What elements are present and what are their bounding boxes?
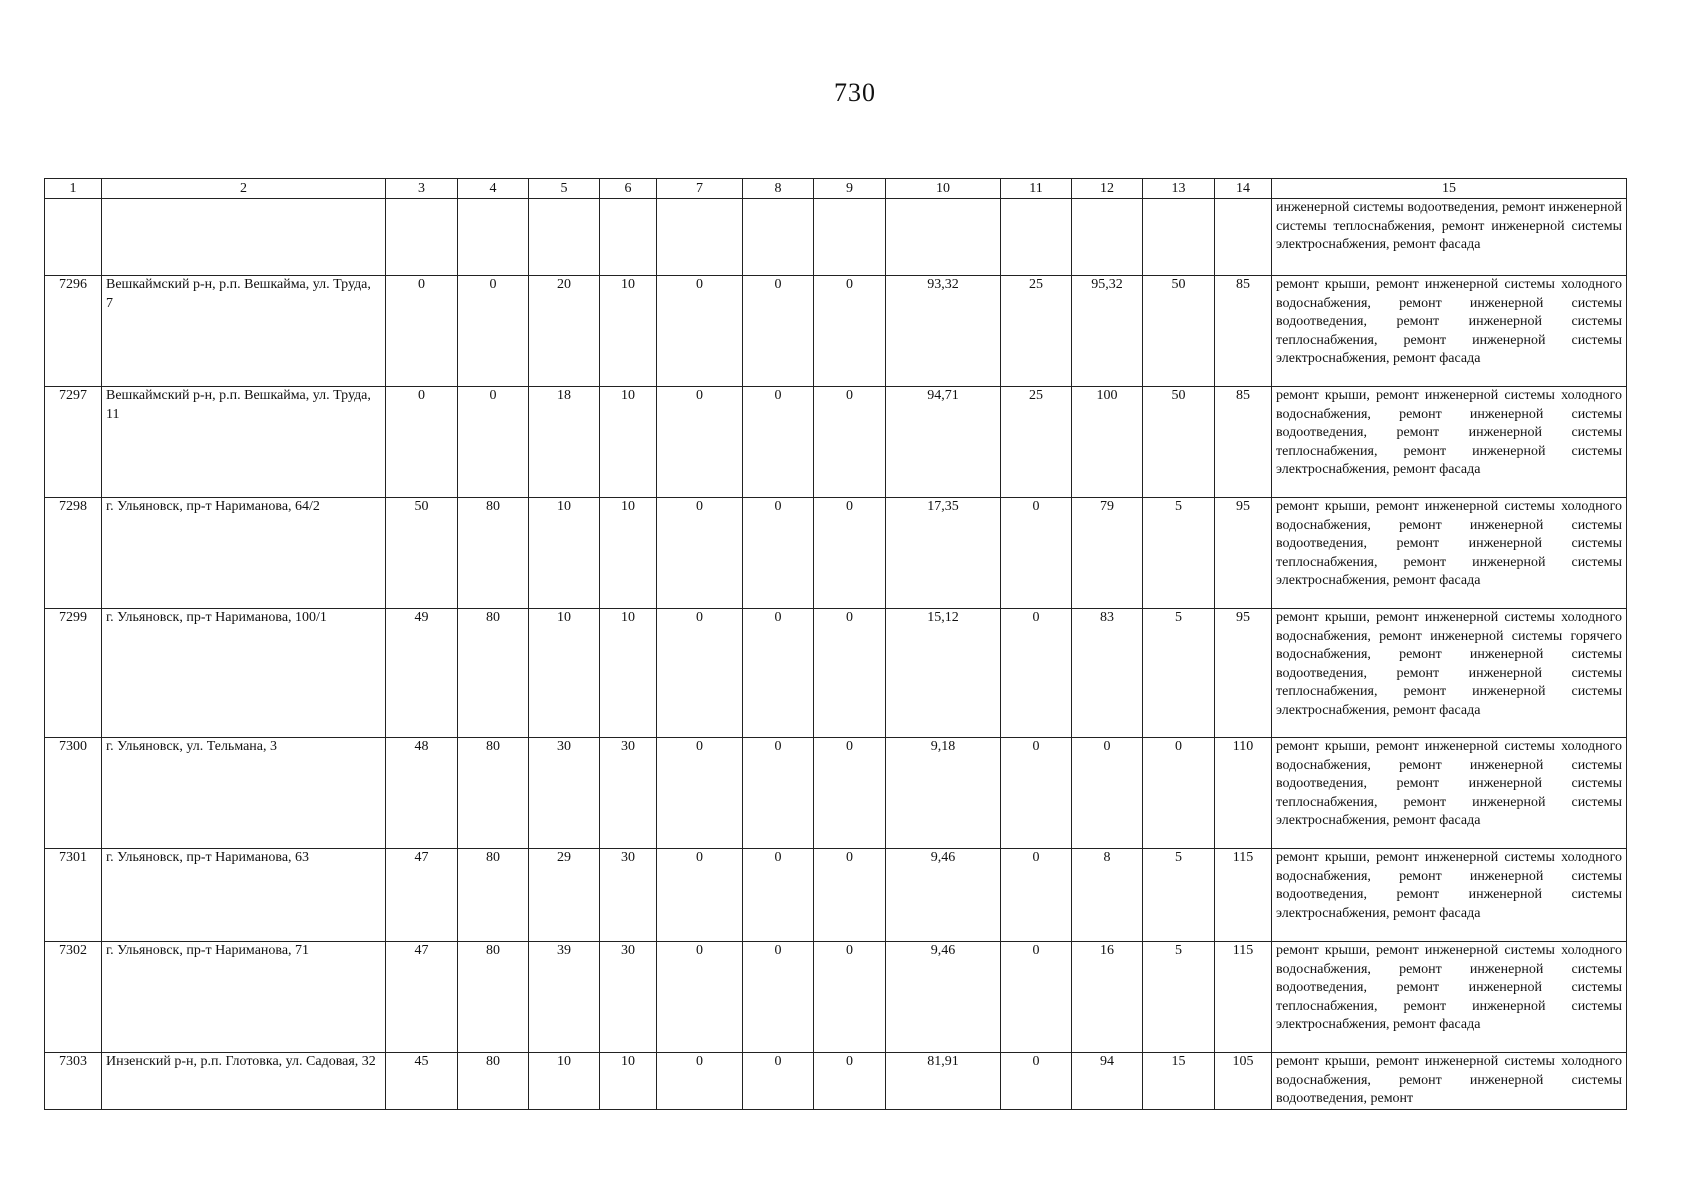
address-cell: г. Ульяновск, ул. Тельмана, 3 bbox=[102, 738, 386, 849]
value-cell: 0 bbox=[814, 942, 886, 1053]
row-id: 7301 bbox=[45, 849, 102, 942]
column-header: 14 bbox=[1215, 179, 1272, 199]
value-cell: 0 bbox=[657, 849, 743, 942]
table-row bbox=[45, 738, 1627, 849]
column-header: 1 bbox=[45, 179, 102, 199]
value-cell: 30 bbox=[600, 942, 657, 1053]
value-cell: 0 bbox=[657, 942, 743, 1053]
value-cell: 0 bbox=[814, 1053, 886, 1110]
value-cell: 0 bbox=[657, 609, 743, 738]
value-cell: 10 bbox=[600, 609, 657, 738]
column-header: 15 bbox=[1272, 179, 1627, 199]
value-cell: 45 bbox=[386, 1053, 458, 1110]
value-cell: 48 bbox=[386, 738, 458, 849]
value-cell: 9,46 bbox=[886, 849, 1001, 942]
value-cell: 25 bbox=[1001, 276, 1072, 387]
value-cell: 0 bbox=[1001, 849, 1072, 942]
value-cell: 81,91 bbox=[886, 1053, 1001, 1110]
table-row bbox=[45, 387, 1627, 498]
address-cell: г. Ульяновск, пр-т Нариманова, 63 bbox=[102, 849, 386, 942]
value-cell: 80 bbox=[458, 1053, 529, 1110]
value-cell: 5 bbox=[1143, 498, 1215, 609]
value-cell: 10 bbox=[600, 387, 657, 498]
value-cell: 10 bbox=[529, 1053, 600, 1110]
works-cell: ремонт крыши, ремонт инженерной системы холодного водоснабжения, ремонт инженерной системы водоотведения, ремонт инженерной системы теплоснабжения, ремонт инженерной системы электроснабжения, ремонт фасада bbox=[1272, 387, 1627, 498]
value-cell: 15 bbox=[1143, 1053, 1215, 1110]
works-cell: ремонт крыши, ремонт инженерной системы холодного водоснабжения, ремонт инженерной системы горячего водоснабжения, ремонт инженерной системы водоотведения, ремонт инженерной системы теплоснабжения, ремонт инженерной системы электроснабжения, ремонт фасада bbox=[1272, 609, 1627, 738]
value-cell: 10 bbox=[600, 276, 657, 387]
works-cell: инженерной системы водоотведения, ремонт инженерной системы теплоснабжения, ремонт инженерной системы электроснабжения, ремонт фасада bbox=[1272, 199, 1627, 276]
value-cell: 83 bbox=[1072, 609, 1143, 738]
value-cell: 0 bbox=[1001, 498, 1072, 609]
row-id: 7302 bbox=[45, 942, 102, 1053]
value-cell: 0 bbox=[657, 276, 743, 387]
value-cell: 47 bbox=[386, 942, 458, 1053]
value-cell: 49 bbox=[386, 609, 458, 738]
value-cell: 30 bbox=[600, 738, 657, 849]
column-header: 12 bbox=[1072, 179, 1143, 199]
value-cell: 0 bbox=[814, 498, 886, 609]
value-cell: 10 bbox=[600, 1053, 657, 1110]
works-cell: ремонт крыши, ремонт инженерной системы холодного водоснабжения, ремонт инженерной системы водоотведения, ремонт инженерной системы теплоснабжения, ремонт инженерной системы электроснабжения, ремонт фасада bbox=[1272, 738, 1627, 849]
value-cell: 80 bbox=[458, 849, 529, 942]
value-cell: 0 bbox=[1143, 738, 1215, 849]
value-cell: 0 bbox=[458, 387, 529, 498]
value-cell: 50 bbox=[1143, 387, 1215, 498]
value-cell: 105 bbox=[1215, 1053, 1272, 1110]
value-cell: 115 bbox=[1215, 942, 1272, 1053]
column-header: 9 bbox=[814, 179, 886, 199]
value-cell: 30 bbox=[529, 738, 600, 849]
row-id: 7298 bbox=[45, 498, 102, 609]
column-header: 2 bbox=[102, 179, 386, 199]
value-cell: 0 bbox=[1001, 609, 1072, 738]
value-cell: 0 bbox=[743, 498, 814, 609]
continuation-row bbox=[45, 199, 1627, 276]
value-cell: 0 bbox=[814, 387, 886, 498]
value-cell: 0 bbox=[657, 1053, 743, 1110]
value-cell: 94 bbox=[1072, 1053, 1143, 1110]
value-cell: 0 bbox=[743, 1053, 814, 1110]
value-cell: 0 bbox=[743, 942, 814, 1053]
value-cell: 115 bbox=[1215, 849, 1272, 942]
table-row bbox=[45, 849, 1627, 942]
value-cell: 0 bbox=[386, 387, 458, 498]
value-cell: 39 bbox=[529, 942, 600, 1053]
works-cell: ремонт крыши, ремонт инженерной системы холодного водоснабжения, ремонт инженерной системы водоотведения, ремонт инженерной системы электроснабжения, ремонт фасада bbox=[1272, 849, 1627, 942]
address-cell: г. Ульяновск, пр-т Нариманова, 71 bbox=[102, 942, 386, 1053]
value-cell: 0 bbox=[814, 738, 886, 849]
value-cell: 0 bbox=[814, 609, 886, 738]
value-cell: 9,18 bbox=[886, 738, 1001, 849]
value-cell: 79 bbox=[1072, 498, 1143, 609]
value-cell: 80 bbox=[458, 738, 529, 849]
value-cell: 25 bbox=[1001, 387, 1072, 498]
table-row bbox=[45, 609, 1627, 738]
value-cell: 50 bbox=[1143, 276, 1215, 387]
row-id: 7296 bbox=[45, 276, 102, 387]
row-id: 7300 bbox=[45, 738, 102, 849]
value-cell: 0 bbox=[1072, 738, 1143, 849]
value-cell: 30 bbox=[600, 849, 657, 942]
value-cell: 0 bbox=[1001, 1053, 1072, 1110]
table-row bbox=[45, 1053, 1627, 1110]
works-cell: ремонт крыши, ремонт инженерной системы холодного водоснабжения, ремонт инженерной системы водоотведения, ремонт инженерной системы теплоснабжения, ремонт инженерной системы электроснабжения, ремонт фасада bbox=[1272, 942, 1627, 1053]
page-number: 730 bbox=[834, 78, 876, 107]
value-cell: 0 bbox=[743, 609, 814, 738]
column-header: 3 bbox=[386, 179, 458, 199]
value-cell: 0 bbox=[386, 276, 458, 387]
address-cell: Инзенский р-н, р.п. Глотовка, ул. Садовая, 32 bbox=[102, 1053, 386, 1110]
value-cell: 47 bbox=[386, 849, 458, 942]
value-cell: 85 bbox=[1215, 276, 1272, 387]
value-cell: 0 bbox=[743, 738, 814, 849]
value-cell: 8 bbox=[1072, 849, 1143, 942]
value-cell: 95 bbox=[1215, 609, 1272, 738]
value-cell: 18 bbox=[529, 387, 600, 498]
value-cell: 80 bbox=[458, 498, 529, 609]
column-header: 6 bbox=[600, 179, 657, 199]
column-header: 10 bbox=[886, 179, 1001, 199]
value-cell: 100 bbox=[1072, 387, 1143, 498]
value-cell: 0 bbox=[743, 387, 814, 498]
works-cell: ремонт крыши, ремонт инженерной системы холодного водоснабжения, ремонт инженерной системы водоотведения, ремонт инженерной системы теплоснабжения, ремонт инженерной системы электроснабжения, ремонт фасада bbox=[1272, 498, 1627, 609]
value-cell: 85 bbox=[1215, 387, 1272, 498]
value-cell: 0 bbox=[743, 849, 814, 942]
address-cell: Вешкаймский р-н, р.п. Вешкайма, ул. Труда, 11 bbox=[102, 387, 386, 498]
value-cell: 95 bbox=[1215, 498, 1272, 609]
value-cell: 80 bbox=[458, 609, 529, 738]
value-cell: 0 bbox=[814, 849, 886, 942]
value-cell: 16 bbox=[1072, 942, 1143, 1053]
row-id: 7297 bbox=[45, 387, 102, 498]
row-id: 7303 bbox=[45, 1053, 102, 1110]
value-cell: 10 bbox=[529, 498, 600, 609]
value-cell: 95,32 bbox=[1072, 276, 1143, 387]
value-cell: 0 bbox=[657, 498, 743, 609]
column-number-header-row bbox=[45, 179, 1627, 199]
value-cell: 5 bbox=[1143, 609, 1215, 738]
value-cell: 94,71 bbox=[886, 387, 1001, 498]
value-cell: 10 bbox=[529, 609, 600, 738]
value-cell: 15,12 bbox=[886, 609, 1001, 738]
value-cell: 0 bbox=[1001, 942, 1072, 1053]
value-cell: 20 bbox=[529, 276, 600, 387]
value-cell: 0 bbox=[1001, 738, 1072, 849]
works-cell: ремонт крыши, ремонт инженерной системы холодного водоснабжения, ремонт инженерной системы водоотведения, ремонт bbox=[1272, 1053, 1627, 1110]
value-cell: 0 bbox=[743, 276, 814, 387]
column-header: 8 bbox=[743, 179, 814, 199]
value-cell: 0 bbox=[458, 276, 529, 387]
value-cell: 93,32 bbox=[886, 276, 1001, 387]
column-header: 13 bbox=[1143, 179, 1215, 199]
column-header: 7 bbox=[657, 179, 743, 199]
value-cell: 50 bbox=[386, 498, 458, 609]
value-cell: 17,35 bbox=[886, 498, 1001, 609]
value-cell: 110 bbox=[1215, 738, 1272, 849]
value-cell: 29 bbox=[529, 849, 600, 942]
repair-program-table bbox=[44, 178, 1627, 1110]
column-header: 4 bbox=[458, 179, 529, 199]
table-row bbox=[45, 498, 1627, 609]
table-row bbox=[45, 942, 1627, 1053]
value-cell: 0 bbox=[814, 276, 886, 387]
address-cell: Вешкаймский р-н, р.п. Вешкайма, ул. Труда, 7 bbox=[102, 276, 386, 387]
table-row bbox=[45, 276, 1627, 387]
value-cell: 5 bbox=[1143, 849, 1215, 942]
value-cell: 5 bbox=[1143, 942, 1215, 1053]
value-cell: 9,46 bbox=[886, 942, 1001, 1053]
address-cell: г. Ульяновск, пр-т Нариманова, 100/1 bbox=[102, 609, 386, 738]
value-cell: 10 bbox=[600, 498, 657, 609]
works-cell: ремонт крыши, ремонт инженерной системы холодного водоснабжения, ремонт инженерной системы водоотведения, ремонт инженерной системы теплоснабжения, ремонт инженерной системы электроснабжения, ремонт фасада bbox=[1272, 276, 1627, 387]
value-cell: 0 bbox=[657, 738, 743, 849]
value-cell: 80 bbox=[458, 942, 529, 1053]
row-id: 7299 bbox=[45, 609, 102, 738]
column-header: 11 bbox=[1001, 179, 1072, 199]
address-cell: г. Ульяновск, пр-т Нариманова, 64/2 bbox=[102, 498, 386, 609]
column-header: 5 bbox=[529, 179, 600, 199]
value-cell: 0 bbox=[657, 387, 743, 498]
